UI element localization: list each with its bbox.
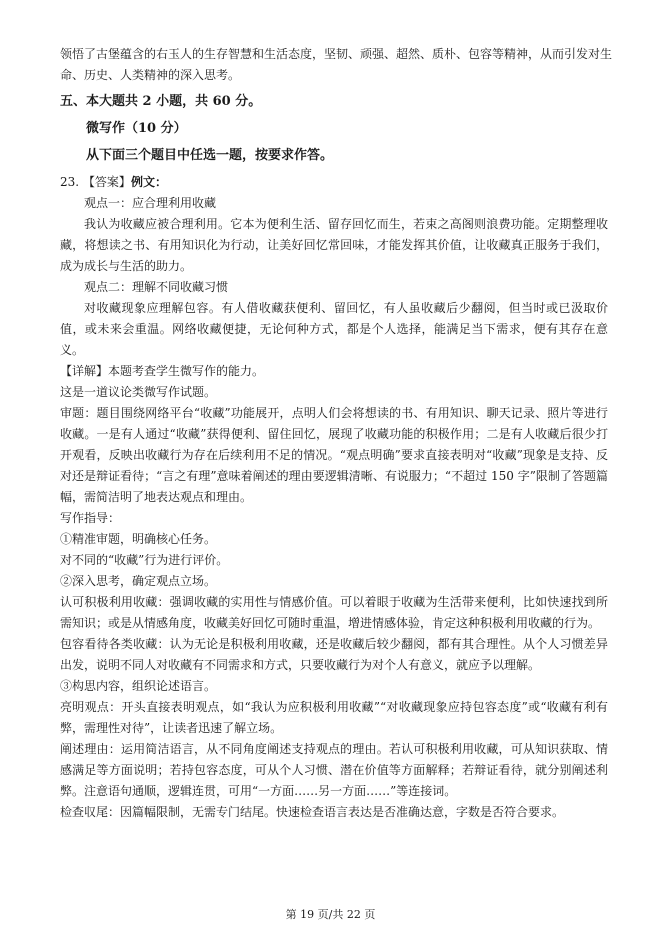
viewpoint-2-text: 对收藏现象应理解包容。有人借收藏获便利、留回忆，有人虽收藏后少翻阅，但当时或已汲取价值，或未来会重温。网络收藏便捷，无论何种方式，都是个人选择，能满足当下需求，便有其存在意义。 — [60, 301, 608, 357]
answer-header — [60, 172, 608, 193]
guide-step-2-positive: 认可积极利用收藏：强调收藏的实用性与情感价值。可以着眼于收藏为生活带来便利，比如快速找到所需知识；或是从情感角度，收藏美好回忆可随时重温，增进情感体验，肯定这种积极利用收藏的行为。 — [60, 595, 608, 630]
viewpoint-1-text: 我认为收藏应被合理利用。它本为便利生活、留存回忆而生，若束之高阁则浪费功能。定期整理收藏，将想读之书、有用知识化为行动，让美好回忆常回味，才能发挥其价值，让收藏真正服务于我们，成为成长与生活的助力。 — [60, 217, 608, 273]
intro-line-2: 命、历史、人类精神的深入思考。 — [60, 68, 241, 82]
guide-step-1: ①精准审题，明确核心任务。 — [60, 532, 217, 546]
detail-note: 【详解】本题考查学生微写作的能力。 — [60, 364, 265, 378]
page-number: 第 19 页/共 22 页 — [285, 908, 376, 921]
page-content — [60, 44, 613, 823]
guide-step-1-detail: 对不同的“收藏”行为进行评价。 — [60, 553, 229, 567]
example-label: 例文： — [130, 175, 167, 189]
choose-one-instruction: 从下面三个题目中任选一题，按要求作答。 — [86, 148, 334, 163]
guide-step-2-tolerant: 包容看待各类收藏：认为无论是积极利用收藏，还是收藏后较少翻阅，都有其合理性。从个人习惯差异出发，说明不同人对收藏有不同需求和方式，只要收藏行为对个人有意义，就应予以理解。 — [60, 637, 608, 672]
micro-writing-title: 微写作（10 分） — [86, 121, 187, 136]
analysis-paragraph: 审题：题目围绕网络平台“收藏”功能展开，点明人们会将想读的书、有用知识、聊天记录、照片等进行收藏。一是有人通过“收藏”获得便利、留住回忆，展现了收藏功能的积极作用；二是有人收藏后很少打开观看，反映出收藏行为存在后续利用不足的情况。“观点明确”要求直接表明对“收藏”现象是支持、反对还是辩证看待；“言之有理”意味着阐述的理由要逻辑清晰、有说服力；“不超过 150 字”限制了答题篇幅，需简洁明了地表达观点和理由。 — [60, 406, 608, 504]
viewpoint-1-title: 观点一：应合理利用收藏 — [84, 196, 217, 210]
answer-tag: 【答案】 — [82, 175, 131, 189]
guide-step-3: ③构思内容，组织论述语言。 — [60, 679, 217, 693]
writing-guide-title: 写作指导： — [60, 511, 121, 525]
question-number: 23. — [60, 175, 80, 189]
viewpoint-2-title: 观点二：理解不同收藏习惯 — [84, 280, 229, 294]
guide-step-2: ②深入思考，确定观点立场。 — [60, 574, 217, 588]
guide-step-3-reasons: 阐述理由：运用简洁语言，从不同角度阐述支持观点的理由。若认可积极利用收藏，可从知识获取、情感满足等方面说明；若持包容态度，可从个人习惯、潜在价值等方面解释；若辩证看待，就分别阐述利弊。注意语句通顺，逻辑连贯，可用“一方面……另一方面……”等连接词。 — [60, 742, 608, 798]
guide-step-3-check: 检查収尾：因篇幅限制，无需专门结尾。快速检查语言表达是否准确达意，字数是否符合要求。 — [60, 805, 565, 819]
guide-step-3-state-view: 亮明观点：开头直接表明观点，如“我认为应积极利用收藏”“对收藏现象应持包容态度”或“收藏有利有弊，需理性对待”，让读者迅速了解立场。 — [60, 700, 608, 735]
intro-line-1: 领悟了古堡蕴含的右玉人的生存智慧和生活态度，坚韧、顽强、超然、质朴、包容等精神，从而引发对生 — [60, 47, 613, 61]
question-type-note: 这是一道议论类微写作试题。 — [60, 385, 217, 399]
section-5-title: 五、本大题共 2 小题，共 60 分。 — [60, 94, 262, 109]
